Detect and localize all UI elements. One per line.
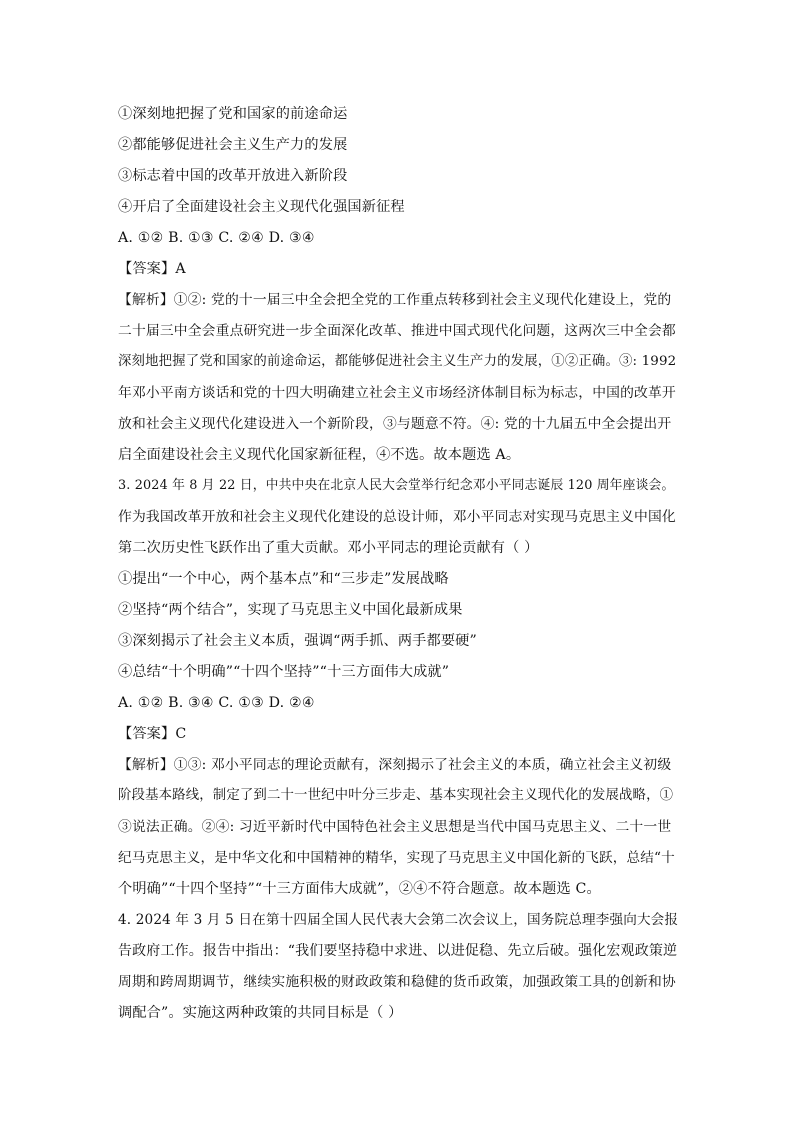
q3-analysis-line-5: 个明确”“十四个坚持”“十三方面伟大成就”，②④不符合题意。故本题选 C。 bbox=[118, 881, 601, 897]
q3-option-2: ②坚持“两个结合”，实现了马克思主义中国化最新成果 bbox=[118, 602, 463, 618]
q3-stem-line-2: 作为我国改革开放和社会主义现代化建设的总设计师，邓小平同志对实现马克思主义中国化 bbox=[118, 509, 676, 525]
q1-option-1: ①深刻地把握了党和国家的前途命运 bbox=[118, 106, 348, 122]
q1-analysis-line-6: 启全面建设社会主义现代化国家新征程，④不选。故本题选 A。 bbox=[118, 447, 521, 463]
q3-answer: 【答案】C bbox=[118, 726, 187, 742]
q1-choices: A. ①② B. ①③ C. ②④ D. ③④ bbox=[118, 230, 315, 246]
q1-option-4: ④开启了全面建设社会主义现代化强国新征程 bbox=[118, 199, 405, 215]
q3-stem-line-3: 第二次历史性飞跃作出了重大贡献。邓小平同志的理论贡献有（ ） bbox=[118, 540, 539, 556]
q1-analysis-line-3: 深刻地把握了党和国家的前途命运，都能够促进社会主义生产力的发展，①②正确。③: 1992 bbox=[118, 354, 677, 369]
q3-analysis-line-3: ③说法正确。②④: 习近平新时代中国特色社会主义思想是当代中国马克思主义、二十一世 bbox=[118, 819, 672, 835]
q4-stem-line-3: 周期和跨周期调节，继续实施积极的财政政策和稳健的货币政策，加强政策工具的创新和协 bbox=[118, 974, 676, 990]
q3-analysis-line-4: 纪马克思主义，是中华文化和中国精神的精华，实现了马克思主义中国化新的飞跃，总结“十 bbox=[118, 850, 675, 866]
q3-stem-line-1: 3. 2024 年 8 月 22 日，中共中央在北京人民大会堂举行纪念邓小平同志诞辰 120 周年座谈会。 bbox=[118, 478, 675, 493]
q3-choices: A. ①② B. ③④ C. ①③ D. ②④ bbox=[118, 695, 315, 711]
q3-option-3: ③深刻揭示了社会主义本质，强调“两手抓、两手都要硬” bbox=[118, 633, 477, 649]
q1-analysis-line-4: 年邓小平南方谈话和党的十四大明确建立社会主义市场经济体制目标为标志，中国的改革开 bbox=[118, 385, 676, 401]
q1-option-2: ②都能够促进社会主义生产力的发展 bbox=[118, 137, 348, 153]
q3-option-4: ④总结“十个明确”“十四个坚持”“十三方面伟大成就” bbox=[118, 664, 450, 680]
q3-option-1: ①提出“一个中心，两个基本点”和“三步走”发展战略 bbox=[118, 571, 449, 587]
q1-analysis-line-5: 放和社会主义现代化建设进入一个新阶段，③与题意不符。④: 党的十九届五中全会提出开 bbox=[118, 416, 672, 432]
q1-analysis-line-1: 【解析】①②: 党的十一届三中全会把全党的工作重点转移到社会主义现代化建设上，党的 bbox=[118, 292, 672, 308]
q3-analysis-line-2: 阶段基本路线，制定了到二十一世纪中叶分三步走、基本实现社会主义现代化的发展战略，① bbox=[118, 788, 674, 803]
q1-analysis-line-2: 二十届三中全会重点研究进一步全面深化改革、推进中国式现代化问题，这两次三中全会都 bbox=[118, 323, 676, 339]
q4-stem-line-4: 调配合”。实施这两种政策的共同目标是（ ） bbox=[118, 1005, 403, 1021]
q1-answer: 【答案】A bbox=[118, 261, 186, 277]
q3-analysis-line-1: 【解析】①③: 邓小平同志的理论贡献有，深刻揭示了社会主义的本质，确立社会主义初级 bbox=[118, 757, 672, 773]
q1-option-3: ③标志着中国的改革开放进入新阶段 bbox=[118, 168, 348, 184]
q4-stem-line-1: 4. 2024 年 3 月 5 日在第十四届全国人民代表大会第二次会议上，国务院总理李强向大会报 bbox=[118, 912, 679, 928]
q4-stem-line-2: 告政府工作。报告中指出：“我们要坚持稳中求进、以进促稳、先立后破。强化宏观政策逆 bbox=[118, 943, 678, 959]
